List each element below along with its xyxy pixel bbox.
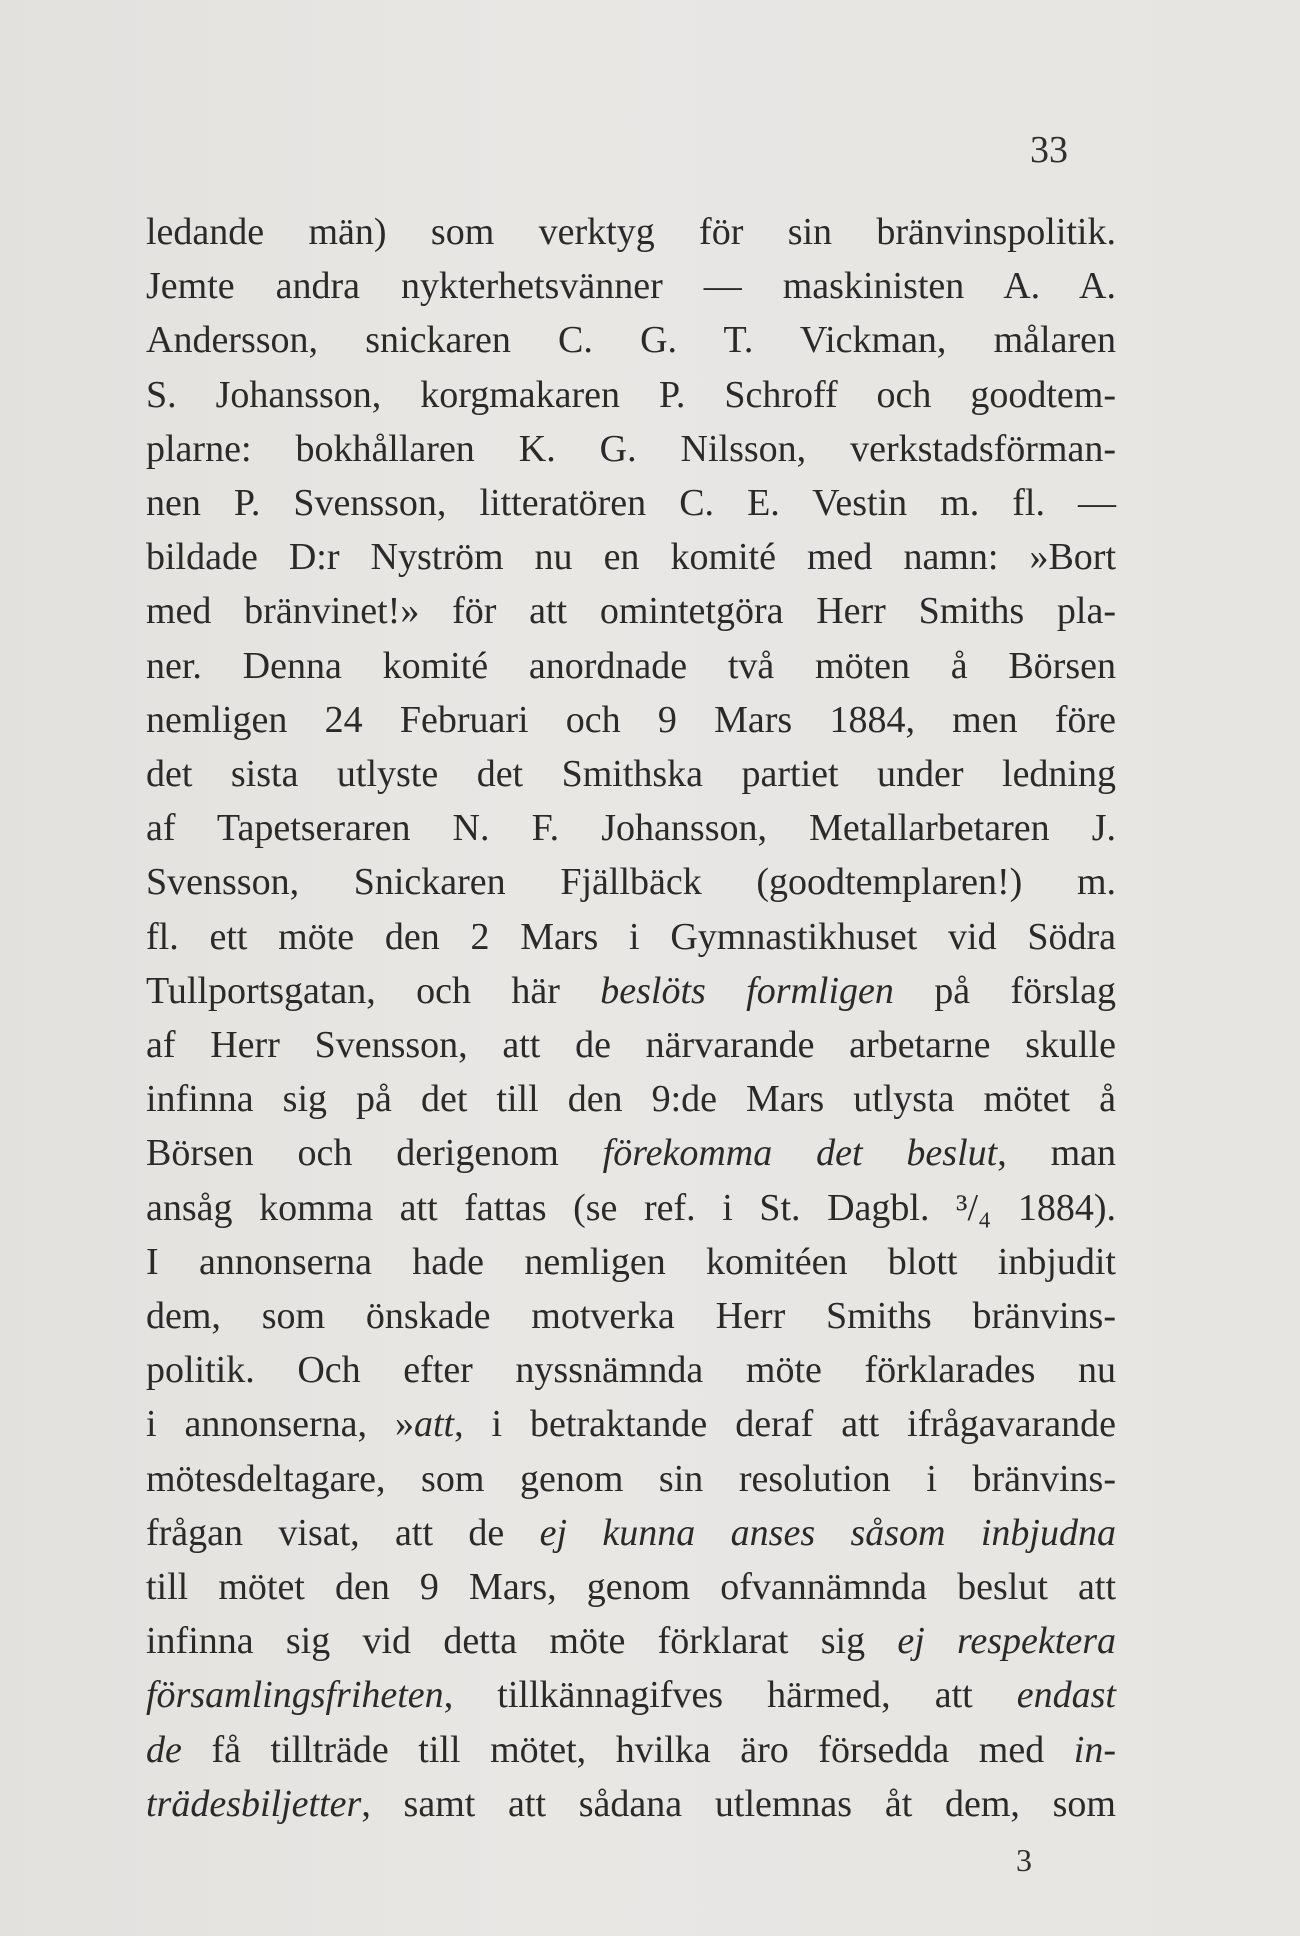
text-line xyxy=(146,584,1116,638)
text-segment: , samt att sådana utlemnas åt dem, som xyxy=(361,1782,1116,1825)
text-segment: ansåg komma att fattas (se ref. i St. Dagbl. ³/₄ 1884). xyxy=(146,1186,1116,1229)
text-line xyxy=(146,747,1116,801)
text-line xyxy=(146,855,1116,909)
text-segment: ner. Denna komité anordnade två möten å Börsen xyxy=(146,644,1116,687)
text-line xyxy=(146,1018,1116,1072)
text-segment: , tillkännagifves härmed, att xyxy=(443,1674,1017,1717)
italic-segment: in- xyxy=(1073,1728,1116,1771)
text-line xyxy=(146,259,1116,313)
text-segment: infinna sig på det till den 9:de Mars utlysta mötet å xyxy=(146,1078,1116,1121)
text-line xyxy=(146,1126,1116,1180)
text-line xyxy=(146,1560,1116,1614)
text-segment: med bränvinet!» för att omintetgöra Herr Smiths pla- xyxy=(146,590,1116,633)
text-segment: Svensson, Snickaren Fjällbäck (goodtemplaren!) m. xyxy=(146,861,1116,904)
text-segment: , i betraktande deraf att ifrågavarande xyxy=(454,1403,1116,1446)
text-segment: politik. Och efter nyssnämnda möte förklarades nu xyxy=(146,1349,1116,1392)
text-segment: i annonserna, » xyxy=(146,1403,414,1446)
text-segment: Börsen och derigenom xyxy=(146,1132,603,1175)
text-line xyxy=(146,1181,1116,1235)
text-segment: S. Johansson, korgmakaren P. Schroff och goodtem- xyxy=(146,373,1116,416)
text-line xyxy=(146,530,1116,584)
text-line xyxy=(146,205,1116,259)
text-segment: nen P. Svensson, litteratören C. E. Vestin m. fl. — xyxy=(146,482,1116,525)
text-line xyxy=(146,1235,1116,1289)
text-line xyxy=(146,1452,1116,1506)
text-line xyxy=(146,1343,1116,1397)
text-segment: , man xyxy=(997,1132,1116,1175)
text-segment: Jemte andra nykterhetsvänner — maskinisten A. A. xyxy=(146,265,1116,308)
italic-segment: endast xyxy=(1016,1674,1116,1717)
text-line xyxy=(146,313,1116,367)
italic-segment: ej respektera xyxy=(897,1620,1117,1663)
body-text xyxy=(146,205,1116,1831)
italic-segment: församlingsfriheten xyxy=(146,1674,444,1717)
text-segment: af Herr Svensson, att de närvarande arbetarne skulle xyxy=(146,1024,1116,1067)
text-segment: fl. ett möte den 2 Mars i Gymnastikhuset vid Södra xyxy=(146,915,1116,958)
text-segment: på förslag xyxy=(893,969,1117,1012)
italic-segment: förekomma det beslut xyxy=(602,1132,998,1175)
text-segment: till mötet den 9 Mars, genom ofvannämnda beslut att xyxy=(146,1566,1116,1609)
text-segment: frågan visat, att de xyxy=(146,1511,540,1554)
text-line xyxy=(146,422,1116,476)
text-line xyxy=(146,1289,1116,1343)
text-segment: dem, som önskade motverka Herr Smiths bränvins- xyxy=(146,1295,1116,1338)
text-line xyxy=(146,693,1116,747)
text-segment: Andersson, snickaren C. G. T. Vickman, målaren xyxy=(146,319,1116,362)
text-line xyxy=(146,1723,1116,1777)
text-segment: Tullportsgatan, och här xyxy=(146,969,601,1012)
text-segment: plarne: bokhållaren K. G. Nilsson, verkstadsförman- xyxy=(146,427,1116,470)
text-line xyxy=(146,639,1116,693)
text-line xyxy=(146,801,1116,855)
text-segment: af Tapetseraren N. F. Johansson, Metallarbetaren J. xyxy=(146,807,1116,850)
italic-segment: de xyxy=(146,1728,182,1771)
text-line xyxy=(146,910,1116,964)
text-line xyxy=(146,1506,1116,1560)
italic-segment: ej kunna anses såsom inbjudna xyxy=(539,1511,1116,1554)
text-segment: bildade D:r Nyström nu en komité med namn: »Bort xyxy=(146,536,1116,579)
text-line xyxy=(146,964,1116,1018)
text-line xyxy=(146,1777,1116,1831)
text-segment: nemligen 24 Februari och 9 Mars 1884, men före xyxy=(146,698,1116,741)
text-segment: infinna sig vid detta möte förklarat sig xyxy=(146,1620,898,1663)
italic-segment: trädesbiljetter xyxy=(146,1782,362,1825)
text-line xyxy=(146,368,1116,422)
text-segment: det sista utlyste det Smithska partiet under ledning xyxy=(146,753,1116,796)
text-line xyxy=(146,1397,1116,1451)
text-segment: I annonserna hade nemligen komitéen blott inbjudit xyxy=(146,1240,1116,1283)
page-number: 33 xyxy=(1030,129,1068,171)
italic-segment: att xyxy=(413,1403,455,1446)
italic-segment: beslöts formligen xyxy=(600,969,894,1012)
text-line xyxy=(146,1668,1116,1722)
text-segment: få tillträde till mötet, hvilka äro försedda med xyxy=(181,1728,1074,1771)
signature-mark: 3 xyxy=(1016,1842,1032,1878)
text-segment: ledande män) som verktyg för sin bränvinspolitik. xyxy=(146,211,1116,253)
text-line xyxy=(146,1072,1116,1126)
text-line xyxy=(146,1614,1116,1668)
text-segment: mötesdeltagare, som genom sin resolution i bränvins- xyxy=(146,1457,1116,1500)
text-line xyxy=(146,476,1116,530)
